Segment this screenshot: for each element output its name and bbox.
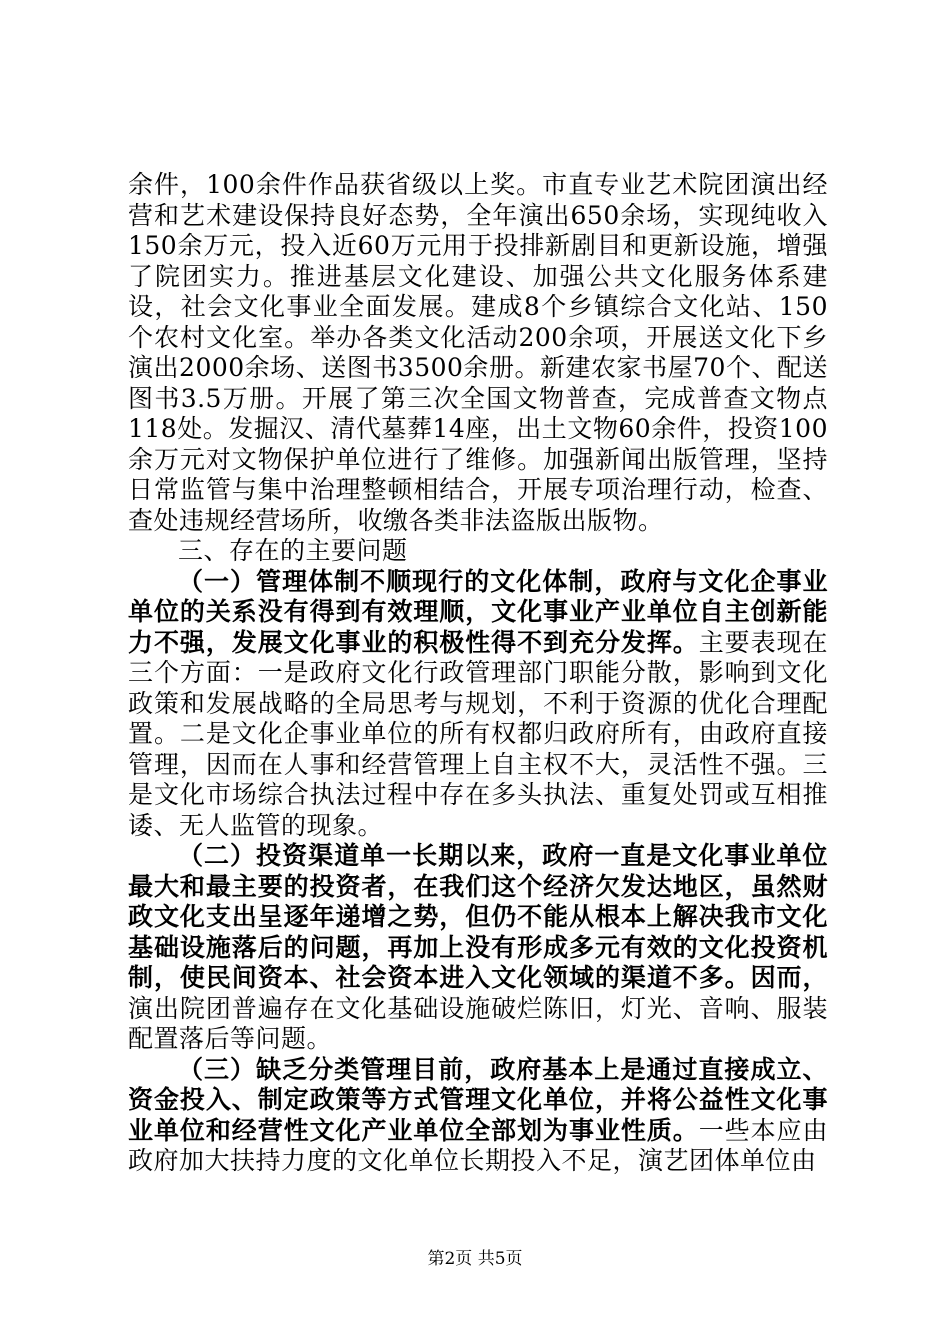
paragraph-problem-1 [128,567,828,842]
paragraph-problem-2 [128,841,828,1055]
problem-2-body: 演出院团普遍存在文化基础设施破烂陈旧，灯光、音响、服装配置落后等问题。 [128,993,828,1053]
problem-1-body: 主要表现在三个方面：一是政府文化行政管理部门职能分散，影响到文化政策和发展战略的全局思考与规划，不利于资源的优化合理配置。二是文化企事业单位的所有权都归政府所有，由政府直接管理，因而在人事和经营管理上自主权不大，灵活性不强。三是文化市场综合执法过程中存在多头执法、重复处罚或互相推诿、无人监管的现象。 [128,627,828,840]
problem-3-body: 一些本应由政府加大扶持力度的文化单位长期投入不足，演艺团体单位由 [128,1115,828,1175]
paragraph-achievements: 余件，100余件作品获省级以上奖。市直专业艺术院团演出经营和艺术建设保持良好态势，全年演出650余场，实现纯收入150余万元，投入近60万元用于投排新剧目和更新设施，增强了院团实力。推进基层文化建设、加强公共文化服务体系建设，社会文化事业全面发展。建成8个乡镇综合文化站、150个农村文化室。举办各类文化活动200余项，开展送文化下乡演出2000余场、送图书3500余册。新建农家书屋70个、配送图书3.5万册。开展了第三次全国文物普查，完成普查文物点118处。发掘汉、清代墓葬14座，出土文物60余件，投资100余万元对文物保护单位进行了维修。加强新闻出版管理，坚持日常监管与集中治理整顿相结合，开展专项治理行动，检查、查处违规经营场所，收缴各类非法盗版出版物。 [128,170,828,535]
section-heading-problems: 三、存在的主要问题 [178,536,408,565]
document-body [128,170,828,1177]
problem-1-heading: （一）管理体制不顺现行的文化体制，政府与文化企事业单位的关系没有得到有效理顺，文化事业产业单位自主创新能力不强，发展文化事业的积极性得不到充分发挥。 [128,566,828,657]
page-footer: 第2页 共5页 [427,1249,523,1269]
problem-2-heading: （二）投资渠道单一长期以来，政府一直是文化事业单位最大和最主要的投资者，在我们这个经济欠发达地区，虽然财政文化支出呈逐年递增之势，但仍不能从根本上解决我市文化基础设施落后的问题，再加上没有形成多元有效的文化投资机制，使民间资本、社会资本进入文化领域的渠道不多。因而， [128,841,828,992]
paragraph-problem-3 [128,1055,828,1177]
problem-3-heading: （三）缺乏分类管理目前，政府基本上是通过直接成立、资金投入、制定政策等方式管理文化单位，并将公益性文化事业单位和经营性文化产业单位全部划为事业性质。 [128,1054,828,1145]
